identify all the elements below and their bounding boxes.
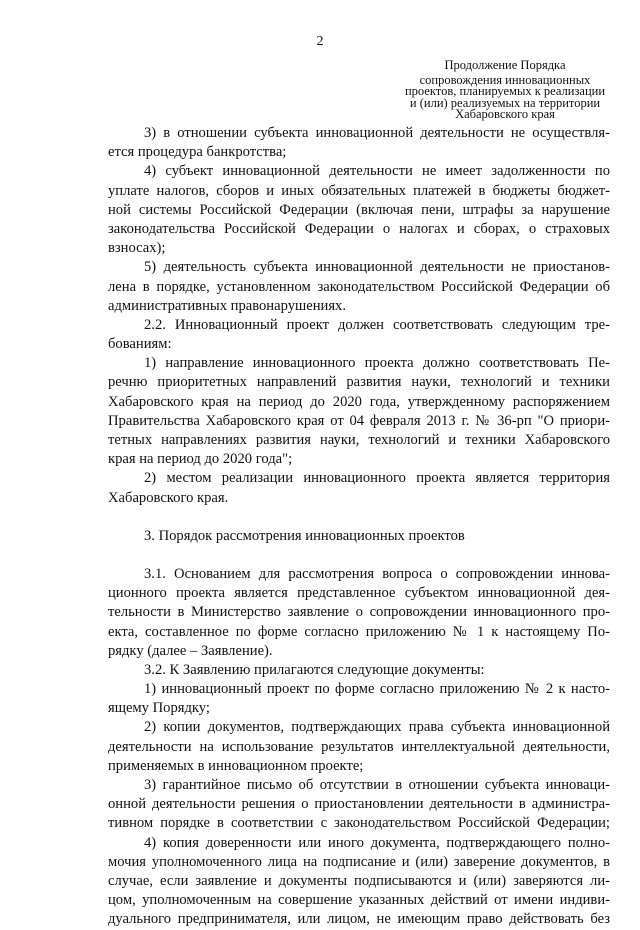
- body-line: 1) инновационный проект по форме согласно приложению № 2 к насто-: [144, 681, 610, 698]
- body-line: тивном порядке в соответствии с законодательством Российской Федерации;: [108, 815, 610, 832]
- body-line: онной деятельности решения о приостановлении деятельности в администра-: [108, 796, 610, 813]
- body-line: Хабаровского края на период до 2020 года, утвержденному распоряжением: [108, 393, 610, 410]
- body-line: 3.2. К Заявлению прилагаются следующие документы:: [144, 661, 485, 678]
- body-line: края на период до 2020 года";: [108, 451, 293, 468]
- body-line: лена в порядке, установленном законодательством Российской Федерации об: [108, 278, 610, 295]
- body-line: Хабаровского края.: [108, 489, 229, 506]
- body-line: ящему Порядку;: [108, 700, 210, 717]
- body-line: 4) копия доверенности или иного документа, подтверждающего полно-: [144, 834, 610, 851]
- section-gap: [108, 546, 610, 565]
- body-line: применяемых в инновационном проекте;: [108, 757, 364, 774]
- header-line: сопровождения инновационных: [419, 73, 591, 88]
- body-line: дуального предпринимателя, или лицом, не имеющим право действовать без: [108, 911, 610, 928]
- body-line: тельности в Министерство заявление о сопровождении инновационного про-: [108, 604, 610, 621]
- body-line: мочия уполномоченного лица на подписание и (или) заверение документов, в: [108, 853, 610, 870]
- body-line: законодательства Российской Федерации о налогах и сборах, о страховых: [108, 220, 610, 237]
- body-line: 5) деятельность субъекта инновационной деятельности не приостанов-: [144, 259, 610, 276]
- header-line: Хабаровского края: [455, 106, 555, 121]
- header-line: Продолжение Порядка: [444, 58, 566, 72]
- body-line: административных правонарушениях.: [108, 297, 346, 314]
- body-line: рядку (далее – Заявление).: [108, 642, 273, 659]
- header-line: и (или) реализуемых на территории: [409, 95, 601, 110]
- body-line: 3) в отношении субъекта инновационной деятельности не осуществля-: [144, 125, 610, 141]
- body-line: 2.2. Инновационный проект должен соответствовать следующим тре-: [144, 316, 610, 333]
- body-line: 4) субъект инновационной деятельности не имеет задолженности по: [144, 163, 610, 180]
- section-heading: 3. Порядок рассмотрения инновационных проектов: [144, 527, 465, 544]
- header-line: проектов, планируемых к реализации: [404, 84, 606, 99]
- body-line: екта, составленное по форме согласно приложению № 1 к настоящему По-: [108, 623, 610, 640]
- body-line: 3) гарантийное письмо об отсутствии в отношении субъекта инноваци-: [144, 777, 610, 793]
- body-line: деятельности на использование результатов интеллектуальной деятельности,: [108, 738, 610, 755]
- body-line: ной системы Российской Федерации (включая пени, штрафы за нарушение: [108, 201, 610, 218]
- body-line: 2) копии документов, подтверждающих права субъекта инновационной: [144, 719, 610, 736]
- body-line: Правительства Хабаровского края от 04 февраля 2013 г. № 36-рп "О приори-: [108, 412, 610, 429]
- body-line: цом, уполномоченным на совершение указанных действий от имени индиви-: [108, 892, 610, 909]
- body-line: тетных направлениях развития науки, технологий и техники Хабаровского: [108, 432, 610, 448]
- body-line: 3.1. Основанием для рассмотрения вопроса о сопровождении иннова-: [144, 565, 610, 582]
- body-line: бованиям:: [108, 336, 172, 353]
- body-line: случае, если заявление и документы подписываются и (или) заверяются ли-: [108, 872, 610, 889]
- body-line: уплате налогов, сборов и иных обязательных платежей в бюджеты бюджет-: [108, 182, 610, 199]
- body-line: ционного проекта является представленное субъектом инновационной дея-: [108, 585, 610, 602]
- section-gap: [108, 508, 610, 527]
- page-number: 2: [316, 34, 324, 49]
- body-line: ется процедура банкротства;: [108, 144, 287, 161]
- document-body: [108, 124, 610, 930]
- body-line: речню приоритетных направлений развития науки, технологий и техники: [108, 374, 610, 391]
- body-line: взносах);: [108, 240, 166, 257]
- continuation-header: [400, 60, 610, 120]
- body-line: 1) направление инновационного проекта должно соответствовать Пе-: [144, 355, 610, 372]
- body-line: 2) местом реализации инновационного проекта является территория: [144, 470, 610, 487]
